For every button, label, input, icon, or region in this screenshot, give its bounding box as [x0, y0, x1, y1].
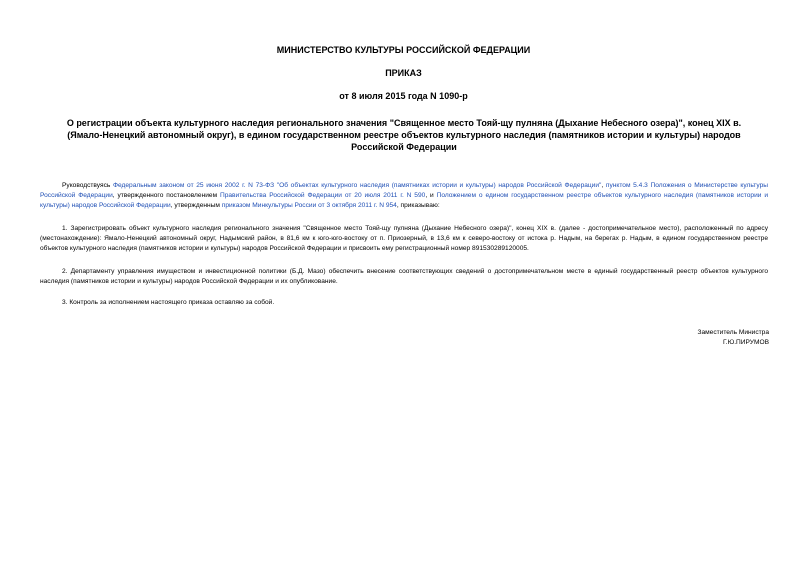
intro-text-6: , приказываю: — [396, 202, 440, 209]
federal-law-link[interactable]: Федеральным законом от 25 июня 2002 г. N 73-ФЗ "Об объектах культурного наследия (памятниках истории и культуры) народов Российской Федерации" — [112, 182, 602, 189]
ministry-regulation-link[interactable]: пунктом 5.4.3 Положения о Министерстве культуры Российской Федерации — [40, 182, 768, 199]
signatory-name: Г.Ю.ПИРУМОВ — [722, 339, 769, 346]
signature-block — [697, 328, 769, 348]
registry-regulation-link[interactable]: Положением о едином государственном реестре объектов культурного наследия (памятников истории и культуры) народов Российской Федерации — [40, 192, 769, 209]
intro-text-4: , и — [425, 192, 437, 199]
intro-text-5: , утвержденным — [170, 202, 222, 209]
ministry-order-link[interactable]: приказом Минкультуры России от 3 октября 2011 г. N 954 — [221, 202, 397, 209]
document-type-heading: ПРИКАЗ — [385, 68, 422, 78]
intro-paragraph — [40, 181, 768, 211]
intro-text-3: , утвержденного постановлением — [112, 192, 220, 199]
ministry-heading: МИНИСТЕРСТВО КУЛЬТУРЫ РОССИЙСКОЙ ФЕДЕРАЦИИ — [276, 45, 531, 55]
signatory-position: Заместитель Министра — [697, 329, 769, 336]
item-2-paragraph: 2. Департаменту управления имуществом и инвестиционной политики (Б.Д. Мазо) обеспечить внесение соответствующих сведений о достопримечательном месте в единый государственный реестр объектов культурного наследия (памятников истории и культуры) народов Российской Федерации и их опубликование. — [40, 268, 768, 285]
item-3-paragraph: 3. Контроль за исполнением настоящего приказа оставляю за собой. — [62, 299, 275, 306]
government-decree-link[interactable]: Правительства Российской Федерации от 20 июля 2011 г. N 590 — [219, 192, 426, 199]
intro-text-1: Руководствуясь — [62, 182, 113, 189]
intro-text-2: , — [601, 182, 606, 189]
item-1-paragraph: 1. Зарегистрировать объект культурного наследия регионального значения "Священное место Тояй-щу пулняна (Дыхание Небесного озера)", конец XIX в. (далее - достопримечательное место), расположенный по адресу (местонахождение): Ямало-Ненецкий автономный округ, Надымский район, в 81,6 км к юго-юго-востоку от п. Приозерный, в 13,6 км к северо-востоку от истока р. Надым, на берегах р. Надым, в едином государственном реестре объектов культурного наследия (памятников истории и культуры) народов Российской Федерации и присвоить ему регистрационный номер 891530289120005. — [40, 225, 768, 252]
document-date: от 8 июля 2015 года N 1090-р — [339, 91, 468, 101]
document-title: О регистрации объекта культурного наследия регионального значения "Священное место Тояй-щу пулняна (Дыхание Небесного озера)", конец XIX в. (Ямало-Ненецкий автономный округ), в едином государственном реестре объектов культурного наследия (памятников истории и культуры) народов Российской Федерации — [66, 118, 742, 152]
